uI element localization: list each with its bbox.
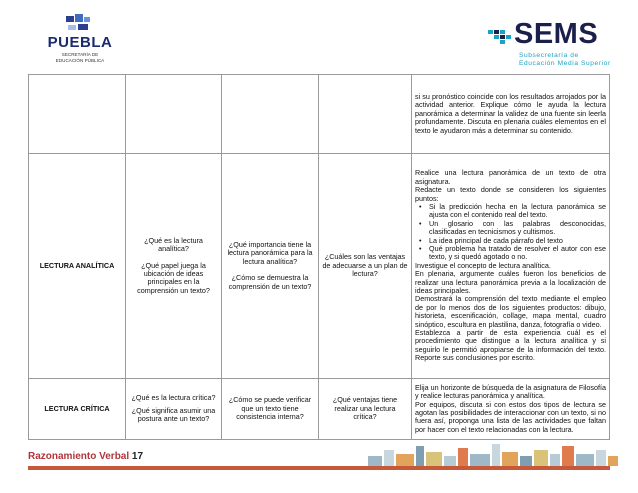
table-row (29, 379, 610, 440)
table-cell: ¿Qué ventajas tiene realizar una lectura crítica? (319, 379, 412, 440)
paragraph: En plenaria, argumente cuáles fueron los beneficios de realizar una lectura panorámica previa a la localización de ideas principales. (415, 269, 606, 296)
puebla-emblem-icon (64, 12, 100, 34)
question: ¿Qué significa asumir una postura ante un texto? (131, 405, 216, 424)
sems-emblem-icon (486, 22, 512, 50)
puebla-subtitle: SECRETARÍA DE EDUCACIÓN PÚBLICA (55, 52, 105, 63)
page-number: 17 (131, 451, 144, 462)
paragraph: Demostrará la comprensión del texto mediante el empleo de por lo menos dos de los siguientes productos: dibujo, historieta, escenificación, collage, mapa mental, cuadro sinóptico, escultura en plastilina, danza, fotografía o video. (415, 294, 606, 329)
paragraph: Redacte un texto donde se consideren los siguientes puntos: (415, 185, 606, 203)
question: ¿Cómo se demuestra la comprensión de un texto? (228, 273, 312, 291)
question: ¿Qué es la lectura crítica? (131, 393, 216, 403)
table-cell: ¿Cuáles son las ventajas de adecuarse a un plan de lectura? (319, 154, 412, 379)
footer-divider (28, 466, 610, 470)
table-cell: ¿Cómo se puede verificar que un texto tiene consistencia interna? (222, 379, 319, 440)
paragraph: Realice una lectura panorámica de un texto de otra asignatura. (415, 168, 606, 186)
list-item: • La idea principal de cada párrafo del texto (429, 237, 606, 245)
puebla-name: PUEBLA (47, 34, 113, 51)
sems-logo (486, 16, 616, 72)
sems-name: SEMS (514, 18, 599, 50)
table-cell (412, 154, 610, 379)
table-cell (126, 75, 222, 154)
puebla-logo (40, 12, 120, 68)
paragraph: Establezca a partir de esta experiencia cuál es el procedimiento que distingue a la lectura analítica y si seguirlo le permitió apropiarse de la información del texto. Reporte sus conclusiones por escrito. (415, 328, 606, 363)
question: ¿Qué importancia tiene la lectura panorámica para la lectura analítica? (227, 239, 313, 266)
paragraph: Por equipos, discuta si con estos dos tipos de lectura se agotan las posibilidades de interaccionar con un texto, si no fuera así, proponga una lista de las actividades que faltan por hacer con el texto relacionadas con la lectura. (415, 399, 606, 434)
table-cell (319, 75, 412, 154)
footer-label: Razonamiento Verbal 17 (28, 451, 144, 462)
table-cell (222, 75, 319, 154)
list-item: • Si la predicción hecha en la lectura panorámica se ajusta con el contenido real del texto. (429, 203, 606, 220)
table-cell (29, 75, 126, 154)
paragraph: Investigue el concepto de lectura analítica. (415, 260, 551, 270)
table-cell: si su pronóstico coincide con los resultados arrojados por la actividad anterior. Explique cómo le ayuda la lectura panorámica a determinar la validez de una fuente sin leerla profundamente. Discuta en plenaria cuáles elementos en el texto le ayudaron más a determinar su contenido. (412, 75, 610, 154)
table-cell (412, 379, 610, 440)
topic-lectura-analitica: LECTURA ANALÍTICA (29, 154, 126, 379)
table-cell (126, 154, 222, 379)
sems-subtitle: Subsecretaría de Educación Media Superior (519, 52, 611, 67)
list-item: • Qué problema ha tratado de resolver el autor con ese texto, y si quedó agotado o no. (429, 245, 606, 262)
activities-table (28, 74, 610, 440)
table-row (29, 154, 610, 379)
table-row (29, 75, 610, 154)
bullet-list (415, 203, 606, 262)
skyline-illustration-icon (368, 442, 618, 466)
question: ¿Qué papel juega la ubicación de ideas principales en la comprensión un texto? (137, 260, 210, 295)
question: ¿Qué es la lectura analítica? (144, 235, 203, 254)
table-cell (126, 379, 222, 440)
paragraph: Elija un horizonte de búsqueda de la asignatura de Filosofía y realice lecturas panorámica y analítica. (415, 382, 606, 401)
topic-lectura-critica: LECTURA CRÍTICA (29, 379, 126, 440)
table-cell (222, 154, 319, 379)
list-item: • Un glosario con las palabras desconocidas, clasificadas en tecnicismos y cultismos. (429, 220, 606, 237)
